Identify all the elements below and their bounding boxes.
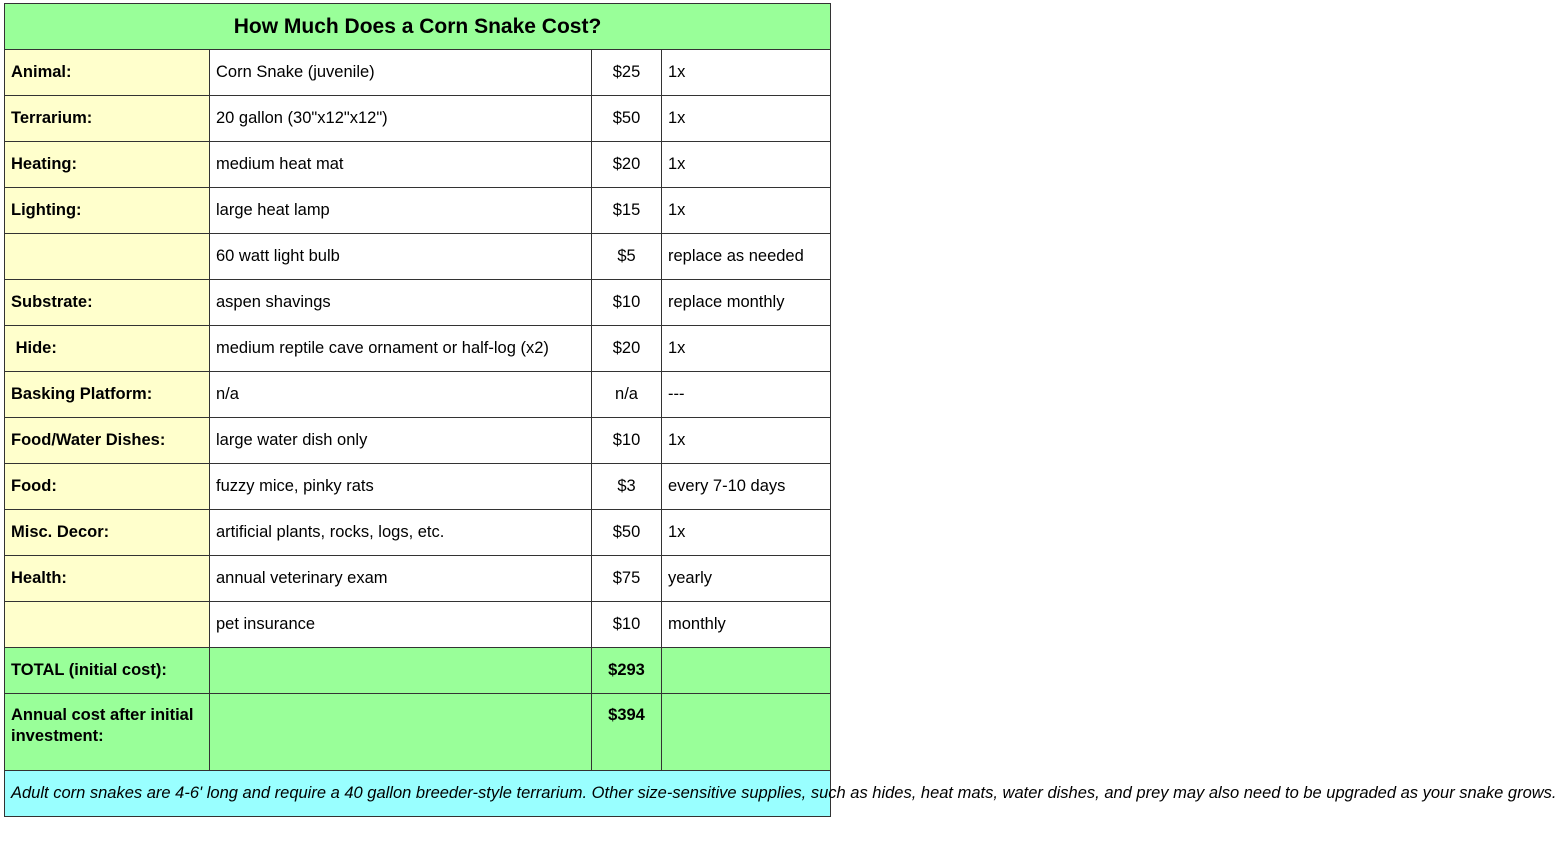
row-frequency: 1x <box>662 510 831 556</box>
row-item: 60 watt light bulb <box>210 234 592 280</box>
row-price: $25 <box>592 50 662 96</box>
row-price: n/a <box>592 372 662 418</box>
annual-empty-cell <box>662 694 831 771</box>
total-row <box>5 648 831 694</box>
row-item: Corn Snake (juvenile) <box>210 50 592 96</box>
row-label-text: Hide: <box>15 339 57 357</box>
row-item: annual veterinary exam <box>210 556 592 602</box>
title-row <box>5 4 831 50</box>
row-frequency: 1x <box>662 418 831 464</box>
row-item: fuzzy mice, pinky rats <box>210 464 592 510</box>
table-row <box>5 96 831 142</box>
row-price: $20 <box>592 142 662 188</box>
table-row <box>5 280 831 326</box>
table-row <box>5 372 831 418</box>
row-label: Substrate: <box>5 280 210 326</box>
row-label <box>5 234 210 280</box>
row-item: aspen shavings <box>210 280 592 326</box>
table-row <box>5 188 831 234</box>
row-frequency: 1x <box>662 188 831 234</box>
annual-empty-cell <box>210 694 592 771</box>
row-label: Animal: <box>5 50 210 96</box>
table-title: How Much Does a Corn Snake Cost? <box>5 4 831 50</box>
row-price: $10 <box>592 602 662 648</box>
total-price: $293 <box>592 648 662 694</box>
row-label: Lighting: <box>5 188 210 234</box>
row-price: $10 <box>592 418 662 464</box>
row-frequency: 1x <box>662 50 831 96</box>
row-label: Food/Water Dishes: <box>5 418 210 464</box>
table-row <box>5 556 831 602</box>
table-row <box>5 50 831 96</box>
row-item: 20 gallon (30"x12"x12") <box>210 96 592 142</box>
table-row <box>5 142 831 188</box>
row-item: pet insurance <box>210 602 592 648</box>
annual-cost-row <box>5 694 831 771</box>
table-row <box>5 326 831 372</box>
annual-cost-price: $394 <box>592 694 662 771</box>
row-price: $75 <box>592 556 662 602</box>
table-row <box>5 234 831 280</box>
annual-cost-label: Annual cost after initial investment: <box>5 694 210 771</box>
row-item: n/a <box>210 372 592 418</box>
row-frequency: replace as needed <box>662 234 831 280</box>
row-price: $10 <box>592 280 662 326</box>
table-row <box>5 418 831 464</box>
row-label: Health: <box>5 556 210 602</box>
total-empty-cell <box>662 648 831 694</box>
row-label <box>5 602 210 648</box>
row-price: $50 <box>592 510 662 556</box>
table-row <box>5 510 831 556</box>
row-item: large heat lamp <box>210 188 592 234</box>
row-frequency: 1x <box>662 142 831 188</box>
row-frequency: 1x <box>662 96 831 142</box>
row-label: Terrarium: <box>5 96 210 142</box>
row-frequency: 1x <box>662 326 831 372</box>
row-frequency: yearly <box>662 556 831 602</box>
row-label <box>5 326 210 372</box>
row-price: $3 <box>592 464 662 510</box>
row-label: Food: <box>5 464 210 510</box>
row-label: Heating: <box>5 142 210 188</box>
row-label: Misc. Decor: <box>5 510 210 556</box>
row-item: medium reptile cave ornament or half-log (x2) <box>210 326 592 372</box>
row-item: artificial plants, rocks, logs, etc. <box>210 510 592 556</box>
total-label: TOTAL (initial cost): <box>5 648 210 694</box>
row-frequency: monthly <box>662 602 831 648</box>
row-frequency: replace monthly <box>662 280 831 326</box>
size-note: Adult corn snakes are 4-6' long and require a 40 gallon breeder-style terrarium. Other size-sensitive supplies, such as hides, heat mats, water dishes, and prey may also need to be upgraded as your snake grows. <box>5 771 831 817</box>
row-frequency: every 7-10 days <box>662 464 831 510</box>
row-price: $15 <box>592 188 662 234</box>
table-row <box>5 464 831 510</box>
total-empty-cell <box>210 648 592 694</box>
table-row <box>5 602 831 648</box>
row-price: $50 <box>592 96 662 142</box>
row-item: large water dish only <box>210 418 592 464</box>
note-row <box>5 771 831 817</box>
cost-table <box>4 3 1557 817</box>
row-item: medium heat mat <box>210 142 592 188</box>
row-price: $5 <box>592 234 662 280</box>
row-frequency: --- <box>662 372 831 418</box>
row-price: $20 <box>592 326 662 372</box>
row-label: Basking Platform: <box>5 372 210 418</box>
